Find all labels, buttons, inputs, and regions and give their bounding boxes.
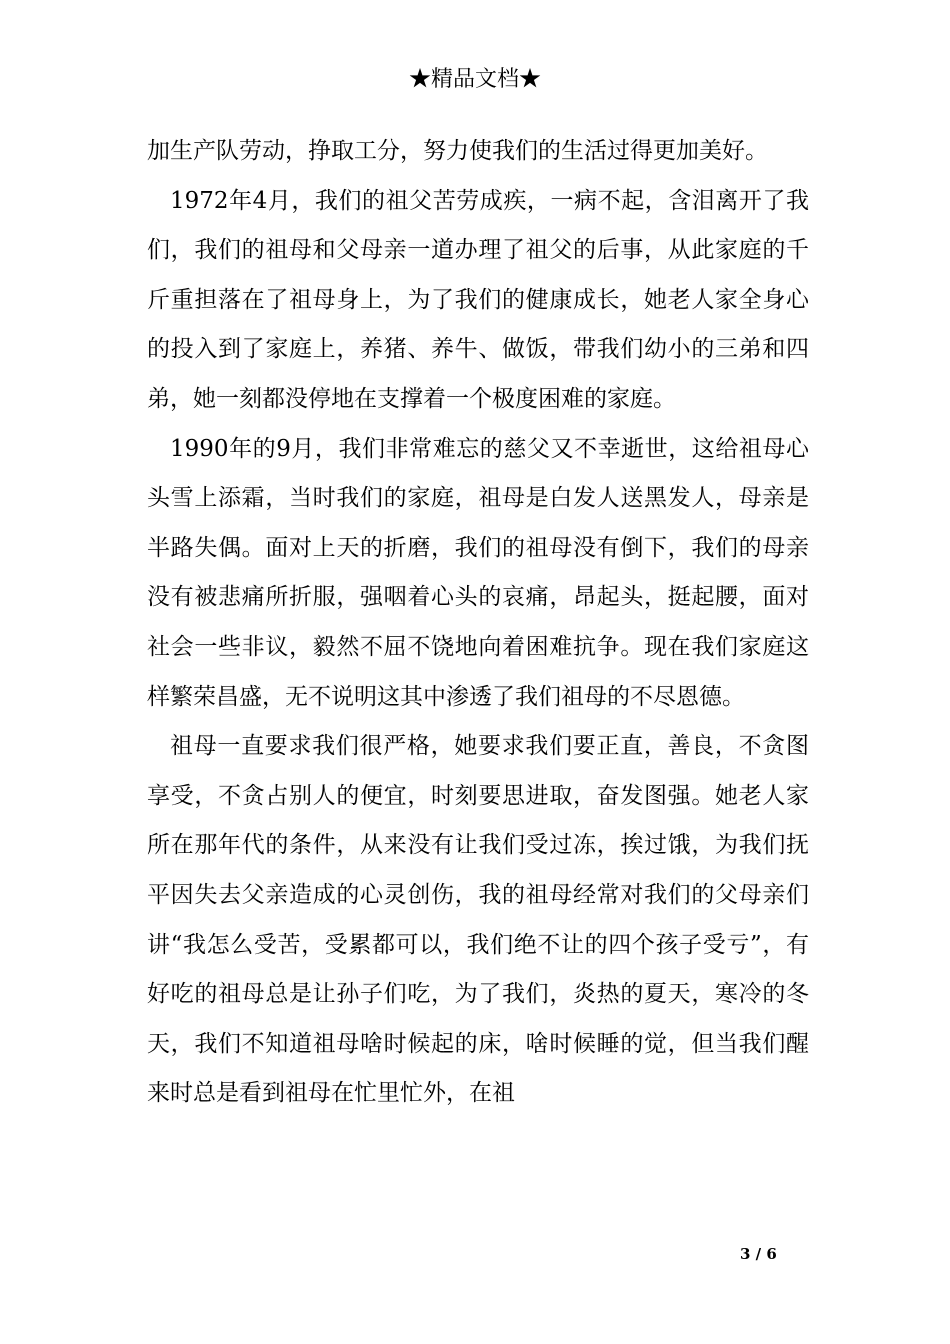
document-body bbox=[147, 127, 809, 1119]
paragraph-1972: 1972年4月，我们的祖父苦劳成疾，一病不起，含泪离开了我们，我们的祖母和父母亲一道办理了祖父的后事，从此家庭的千斤重担落在了祖母身上，为了我们的健康成长，她老人家全身心的投入到了家庭上，养猪、养牛、做饭，带我们幼小的三弟和四弟，她一刻都没停地在支撑着一个极度困难的家庭。 bbox=[147, 187, 809, 412]
page-number: 3 / 6 bbox=[740, 1245, 777, 1263]
paragraph-1990: 1990年的9月，我们非常难忘的慈父又不幸逝世，这给祖母心头雪上添霜，当时我们的家庭，祖母是白发人送黑发人，母亲是半路失偶。面对上天的折磨，我们的祖母没有倒下，我们的母亲没有被悲痛所折服，强咽着心头的哀痛，昂起头，挺起腰，面对社会一些非议，毅然不屈不饶地向着困难抗争。现在我们家庭这样繁荣昌盛，无不说明这其中渗透了我们祖母的不尽恩德。 bbox=[147, 435, 809, 710]
page-header-title: ★精品文档★ bbox=[408, 67, 541, 92]
paragraph-continuation: 加生产队劳动，挣取工分，努力使我们的生活过得更加美好。 bbox=[147, 138, 768, 164]
paragraph-grandmother-strict: 祖母一直要求我们很严格，她要求我们要正直，善良，不贪图享受，不贪占别人的便宜，时刻要思进取，奋发图强。她老人家所在那年代的条件，从来没有让我们受过冻，挨过饿，为我们抚平因失去父亲造成的心灵创伤，我的祖母经常对我们的父母亲们讲“我怎么受苦，受累都可以，我们绝不让的四个孩子受亏”，有好吃的祖母总是让孙子们吃，为了我们，炎热的夏天，寒冷的冬天，我们不知道祖母啥时候起的床，啥时候睡的觉，但当我们醒来时总是看到祖母在忙里忙外，在祖 bbox=[147, 733, 809, 1107]
